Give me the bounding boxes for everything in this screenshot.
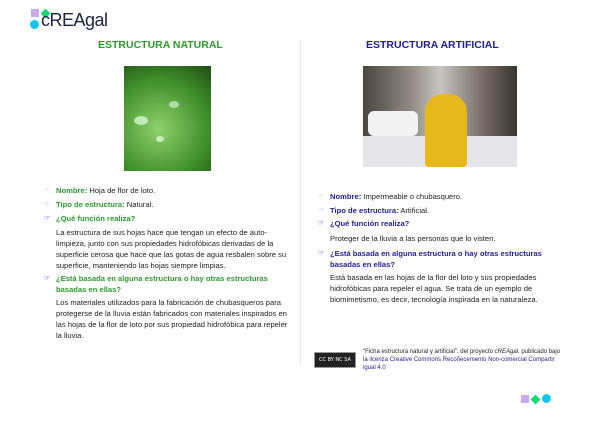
right-tipo: ☞ Tipo de estructura: Artificial.: [318, 206, 430, 215]
right-nombre: ☞ Nombre: Impermeable o chubasquero.: [318, 192, 463, 201]
footer-square: [521, 395, 529, 403]
logo-circle: [30, 20, 39, 29]
right-answer-1: Proteger de la lluvia a las personas que lo visten.: [330, 234, 496, 243]
license-text: "Ficha estructura natural y artificial", del proyecto cREAgal, publicado bajo la licenza Creative Commons Recoñecemento Non-comercial Compartir igual 4.0: [363, 349, 561, 371]
right-question-2: ☞ ¿Está basada en alguna estructura o hay otras estructuras basadas en ellas?: [318, 249, 542, 269]
left-answer-1: La estructura de sus hojas hace que tengan un efecto de auto-limpieza, junto con sus propiedades hidrofóbicas derivadas de la superficie cerosa que hace que las gotas de agua resbalen sobre su superficie, manteniendo las hojas siempre limpias.: [56, 228, 287, 270]
pointer-icon: ☞: [44, 201, 51, 208]
pointer-icon: ☞: [44, 215, 51, 222]
license-link[interactable]: licenza Creative Commons Recoñecemento Non-comercial Compartir igual 4.0: [363, 357, 555, 371]
lotus-leaf-image: [124, 66, 211, 171]
left-question-1: ☞ ¿Qué función realiza?: [44, 214, 136, 223]
left-question-2: ☞ ¿Está basada en alguna estructura o hay otras estructuras basadas en ellas?: [44, 274, 268, 294]
footer-diamond: [531, 395, 541, 405]
footer-circle: [542, 394, 551, 403]
logo-square: [31, 9, 39, 17]
cc-license-badge[interactable]: CC BY NC SA: [314, 352, 356, 368]
left-nombre: ☞ Nombre: Hoja de flor de loto.: [44, 186, 156, 195]
pointer-icon: ☞: [44, 275, 51, 282]
pointer-icon: ☞: [318, 193, 325, 200]
logo: cREAgal: [41, 10, 108, 30]
left-answer-2: Los materiales utilizados para la fabricación de chubasqueros para protegerse de la lluvia están fabricados con materiales inspirados en las hojas de la flor de loto por sus propiedad hidrofóbica para repeler la lluvia.: [56, 298, 288, 340]
pointer-icon: ☞: [318, 220, 325, 227]
left-title: ESTRUCTURA NATURAL: [98, 39, 223, 51]
right-title: ESTRUCTURA ARTIFICIAL: [366, 39, 499, 51]
divider: [300, 40, 301, 365]
right-answer-2: Está basada en las hojas de la flor del loto y sus propiedades hidrofóbicas para repeler el agua. Se trata de un ejemplo de biomimetismo, es decir, tecnología inspirada en la naturaleza.: [330, 273, 538, 304]
left-tipo: ☞ Tipo de estructura: Natural.: [44, 200, 154, 209]
pointer-icon: ☞: [318, 250, 325, 257]
raincoat-image: [363, 66, 517, 167]
pointer-icon: ☞: [44, 187, 51, 194]
pointer-icon: ☞: [318, 207, 325, 214]
right-question-1: ☞ ¿Qué función realiza?: [318, 219, 410, 228]
